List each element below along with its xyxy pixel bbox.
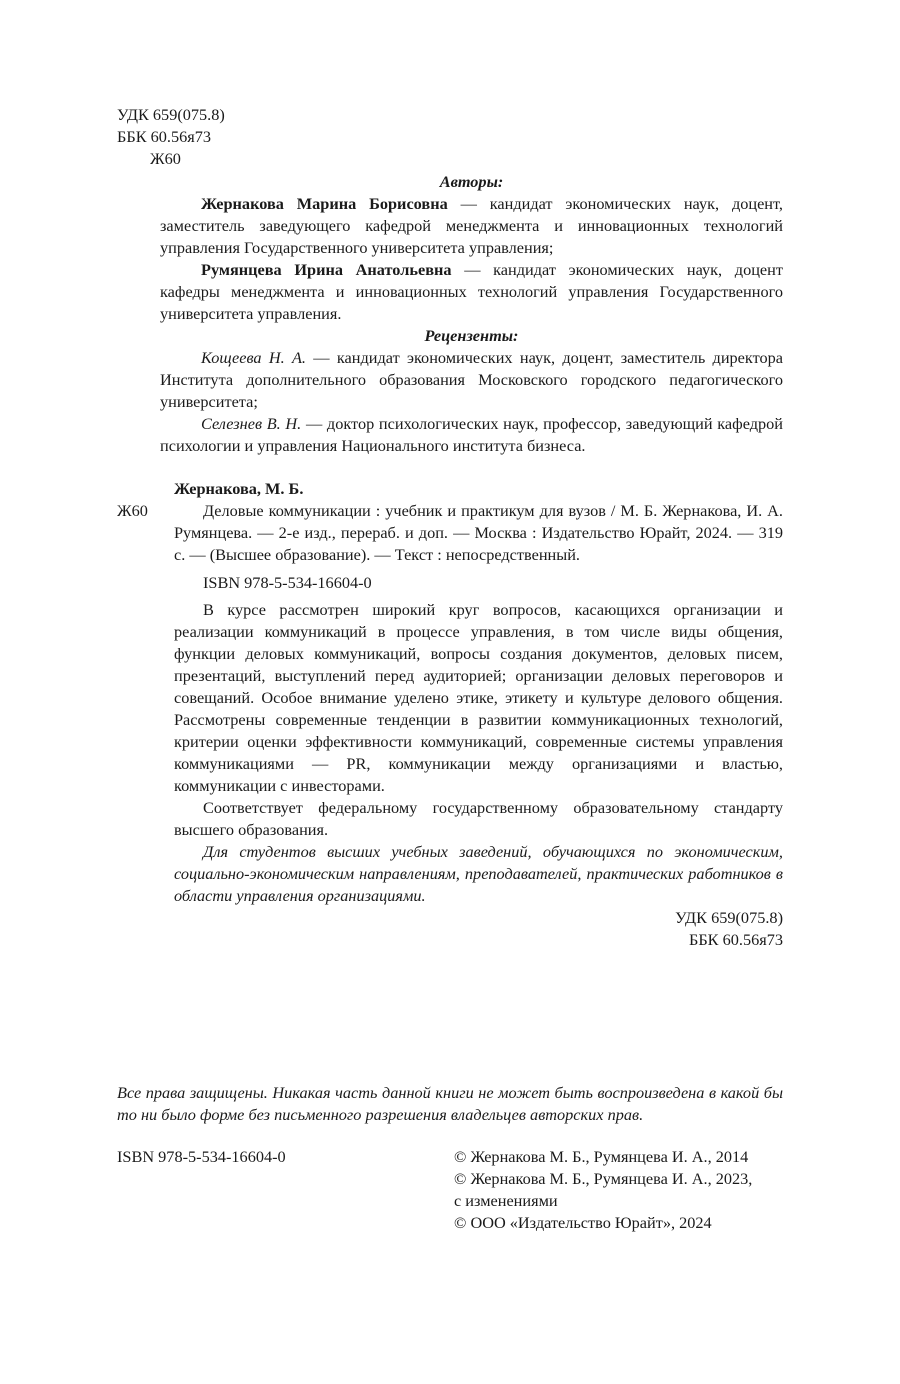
copyright-line: © Жернакова М. Б., Румянцева И. А., 2023, с изменениями bbox=[454, 1169, 753, 1210]
reviewer-name: Кощеева Н. А. bbox=[201, 348, 307, 367]
catalog-isbn: ISBN 978-5-534-16604-0 bbox=[203, 573, 372, 592]
rights-notice: Все права защищены. Никакая часть данной книги не может быть воспроизведена в какой бы то ни было форме без письменного разрешения владельцев авторских прав. bbox=[117, 1083, 783, 1124]
abstract-bbk: ББК 60.56я73 bbox=[688, 930, 783, 949]
catalog-card bbox=[174, 478, 783, 951]
classification-header bbox=[117, 104, 225, 170]
reviewer-entry: Селезнев В. Н. — доктор психологических наук, профессор, заведующий кафедрой психологии и управления Национального института бизнеса. bbox=[160, 414, 783, 455]
author-name: Жернакова Марина Борисовна bbox=[201, 194, 448, 213]
copyright-block bbox=[454, 1146, 754, 1234]
author-entry: Румянцева Ирина Анатольевна — кандидат экономических наук, доцент кафедры менеджмента и инновационных технологий управления Государственного университета управления. bbox=[160, 260, 783, 323]
reviewer-entry: Кощеева Н. А. — кандидат экономических наук, доцент, заместитель директора Института дополнительного образования Московского городского педагогического университета; bbox=[160, 348, 784, 411]
catalog-author: Жернакова, М. Б. bbox=[174, 479, 304, 498]
catalog-description: Деловые коммуникации : учебник и практикум для вузов / М. Б. Жернакова, И. А. Румянцева. — 2-е изд., перераб. и доп. — Москва : Издательство Юрайт, 2024. — 319 с. — (Высшее образование). — Текст : непосредственный. bbox=[174, 501, 783, 564]
authors-heading: Авторы: bbox=[439, 172, 504, 191]
copyright-line: © ООО «Издательство Юрайт», 2024 bbox=[454, 1213, 712, 1232]
author-entry: Жернакова Марина Борисовна — кандидат экономических наук, доцент, заместитель заведующего кафедрой менеджмента и инновационных технологий управления Государственного университета управления; bbox=[160, 194, 783, 257]
copyright-line: © Жернакова М. Б., Румянцева И. А., 2014 bbox=[454, 1147, 749, 1166]
reviewers-heading: Рецензенты: bbox=[424, 326, 519, 345]
standard-paragraph: Соответствует федеральному государственному образовательному стандарту высшего образования. bbox=[174, 798, 783, 839]
reviewer-name: Селезнев В. Н. bbox=[201, 414, 302, 433]
abstract-udk: УДК 659(075.8) bbox=[675, 908, 783, 927]
bbk-code: ББК 60.56я73 bbox=[117, 127, 212, 146]
udk-code: УДК 659(075.8) bbox=[117, 105, 225, 124]
catalog-code: Ж60 bbox=[117, 501, 148, 520]
author-name: Румянцева Ирина Анатольевна bbox=[201, 260, 452, 279]
author-mark: Ж60 bbox=[150, 149, 181, 168]
footer-isbn: ISBN 978-5-534-16604-0 bbox=[117, 1147, 286, 1166]
audience-paragraph: Для студентов высших учебных заведений, обучающихся по экономическим, социально-экономическим направлениям, преподавателей, практических работников в области управления организациями. bbox=[174, 842, 783, 905]
abstract-paragraph: В курсе рассмотрен широкий круг вопросов, касающихся организации и реализации коммуникаций в процессе управления, в том числе виды общения, функции деловых коммуникаций, вопросы создания документов, деловых писем, презентаций, выступлений перед аудиторией; организации деловых переговоров и совещаний. Особое внимание уделено этике, этикету и культуре делового общения. Рассмотрены современные тенденции в развитии коммуникационных технологий, критерии оценки эффективности коммуникаций, современные системы управления коммуникациями — PR, коммуникации между организациями и властью, коммуникации с инвесторами. bbox=[174, 600, 783, 795]
authors-section bbox=[160, 171, 783, 457]
